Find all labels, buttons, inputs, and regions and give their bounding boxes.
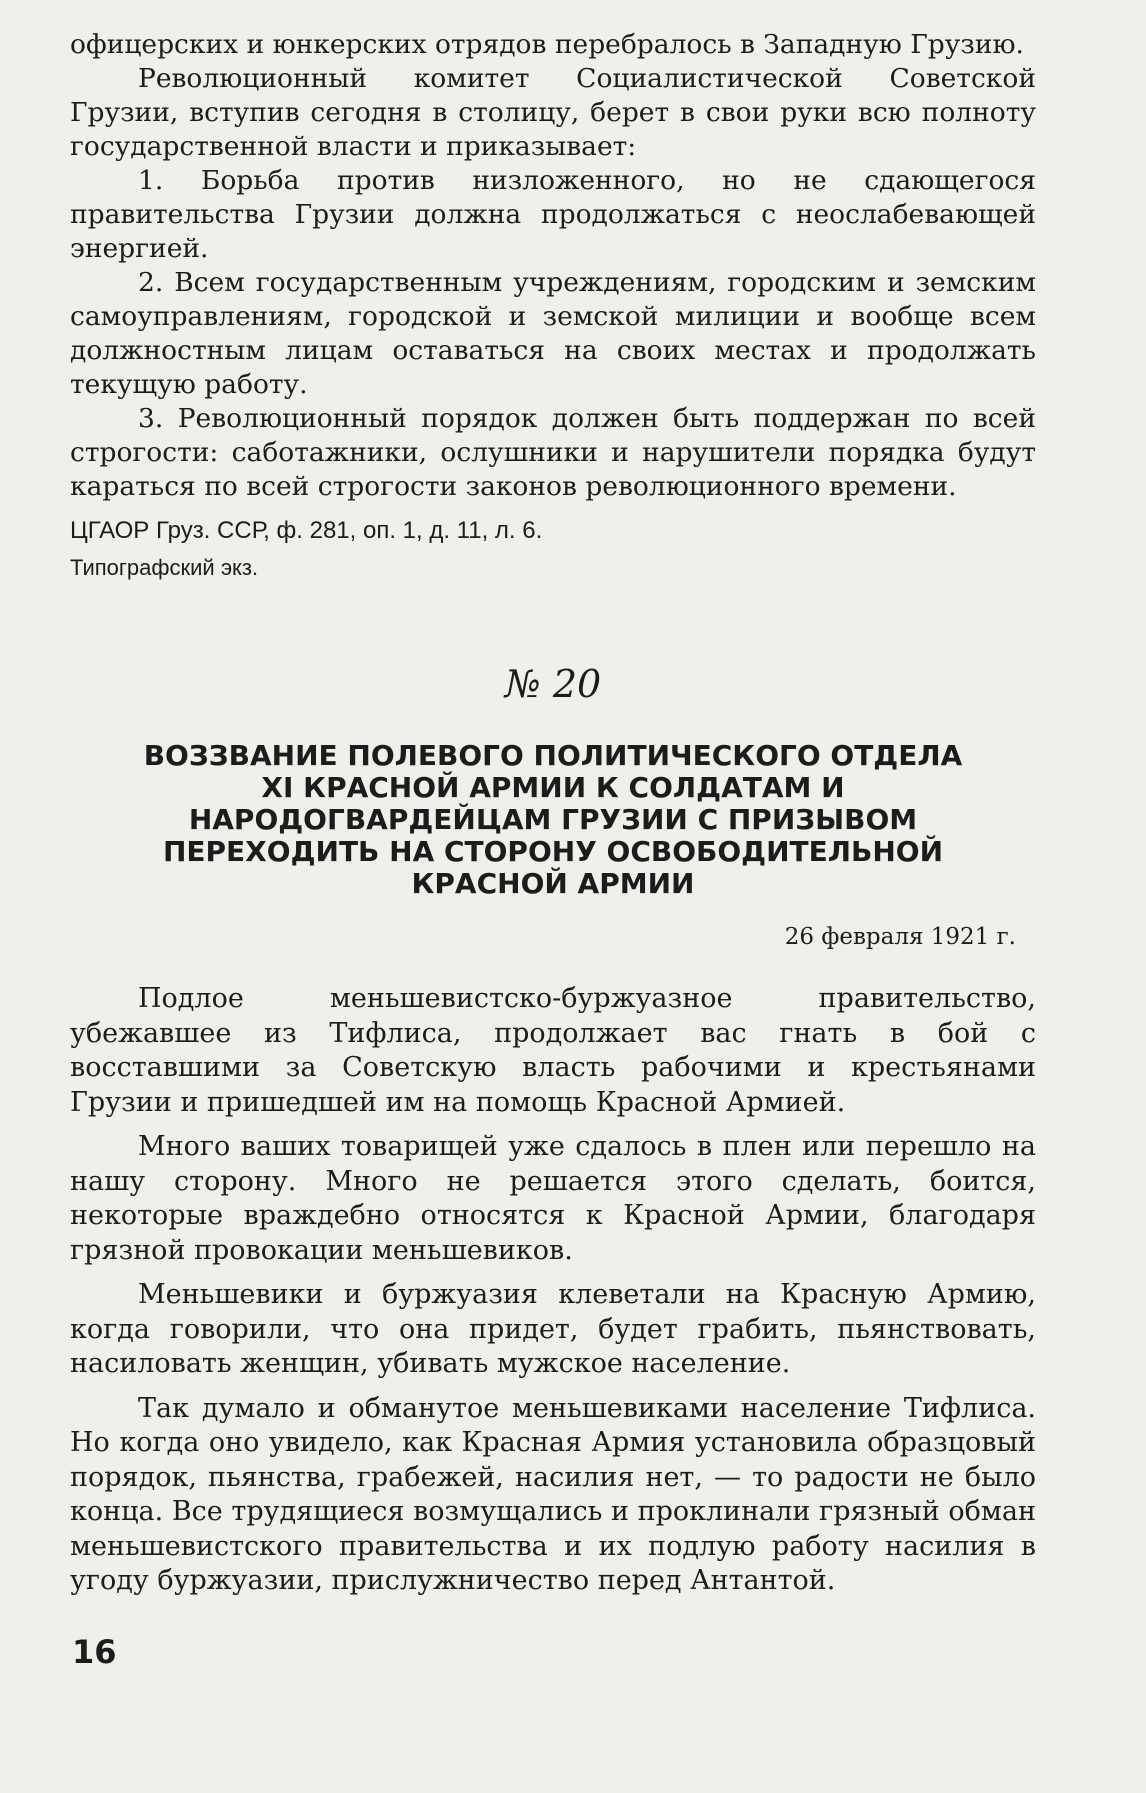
order-item-2: 2. Всем государственным учреждениям, городским и земским самоуправлениям, городской и земской милиции и вообще всем должностным лицам оставаться на своих местах и продолжать текущую работу. (70, 267, 1036, 400)
document-title-line: XI КРАСНОЙ АРМИИ К СОЛДАТАМ И (261, 771, 845, 804)
body-paragraph: Так думало и обманутое меньшевиками население Тифлиса. Но когда оно увидело, как Красная Армия установила образцовый порядок, пьянства, грабежей, насилия нет, — то радости не было конца. Все трудящиеся возмущались и проклинали грязный обман меньшевистского правительства и их подлую работу насилия в угоду буржуазии, прислужничество перед Антантой. (70, 1392, 1036, 1596)
document-number: № 20 (504, 662, 602, 706)
page-number: 16 (72, 1633, 117, 1671)
document-title-line: ВОЗЗВАНИЕ ПОЛЕВОГО ПОЛИТИЧЕСКОГО ОТДЕЛА (143, 739, 963, 772)
document-title (70, 740, 1036, 900)
document-title-line: КРАСНОЙ АРМИИ (411, 867, 695, 900)
body-paragraph: Подлое меньшевистско-буржуазное правительство, убежавшее из Тифлиса, продолжает вас гнать в бой с восставшими за Советскую власть рабочими и крестьянами Грузии и пришедшей им на помощь Красной Армией. (70, 983, 1036, 1118)
archive-source: ЦГАОР Груз. ССР, ф. 281, оп. 1, д. 11, л. 6. (70, 517, 543, 544)
paragraph-revcom-order: Революционный комитет Социалистической Советской Грузии, вступив сегодня в столицу, берет в свои руки всю полноту государственной власти и приказывает: (70, 63, 1036, 162)
order-item-3: 3. Революционный порядок должен быть поддержан по всей строгости: саботажники, ослушники и нарушители порядка будут караться по всей строгости законов революционного времени. (70, 403, 1036, 502)
body-paragraph: Много ваших товарищей уже сдалось в плен или перешло на нашу сторону. Много не решается этого сделать, боится, некоторые враждебно относятся к Красной Армии, благодаря грязной провокации меньшевиков. (70, 1131, 1036, 1266)
document-date: 26 февраля 1921 г. (784, 924, 1016, 950)
document-body (70, 982, 1036, 1599)
document-title-line: НАРОДОГВАРДЕЙЦАМ ГРУЗИИ С ПРИЗЫВОМ (188, 803, 918, 836)
previous-document-section (70, 28, 1036, 584)
paragraph-continued: офицерских и юнкерских отрядов перебралось в Западную Грузию. (70, 29, 1024, 60)
copy-type-note: Типографский экз. (70, 555, 259, 580)
body-paragraph: Меньшевики и буржуазия клеветали на Красную Армию, когда говорили, что она придет, будет грабить, пьянствовать, насиловать женщин, убивать мужское население. (70, 1279, 1036, 1379)
document-title-line: ПЕРЕХОДИТЬ НА СТОРОНУ ОСВОБОДИТЕЛЬНОЙ (162, 835, 944, 868)
order-item-1: 1. Борьба против низложенного, но не сдающегося правительства Грузии должна продолжаться с неослабевающей энергией. (70, 165, 1036, 264)
